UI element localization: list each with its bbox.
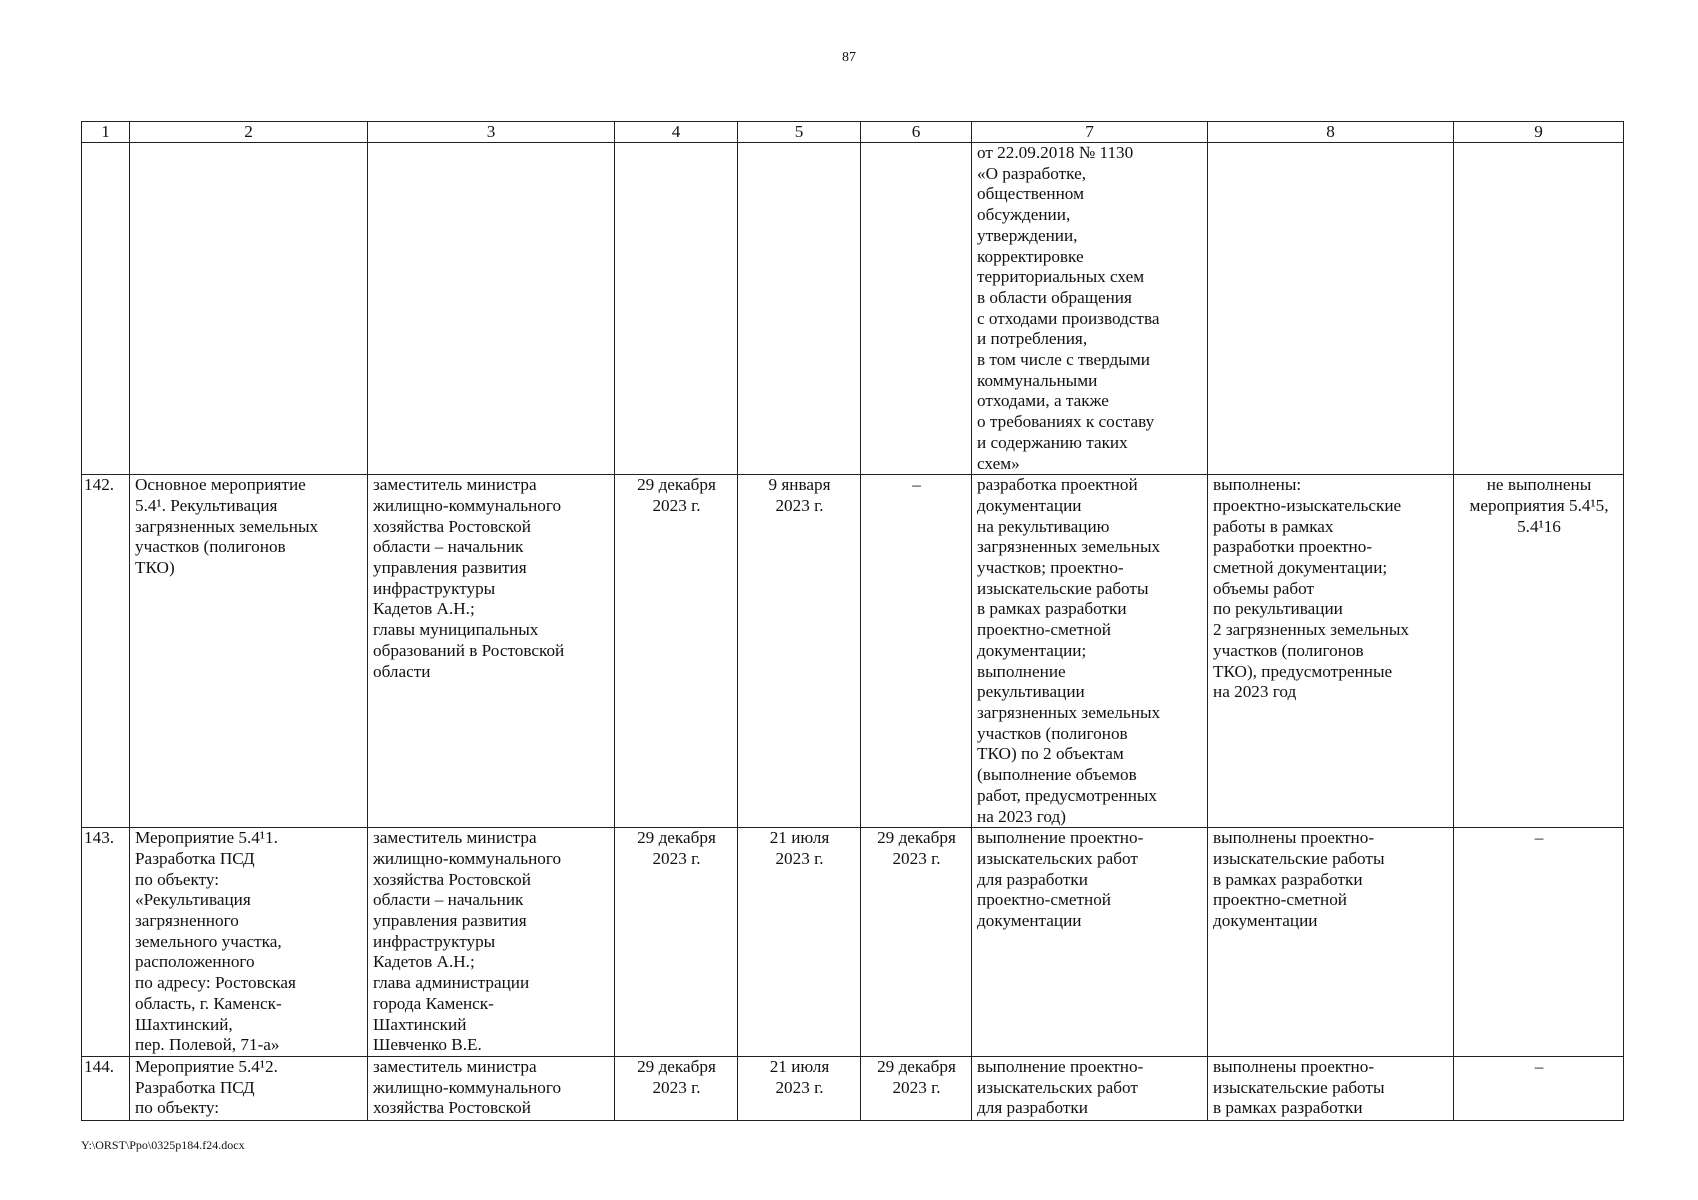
table-row bbox=[82, 475, 1624, 828]
actual-result-cell: выполнены проектно- изыскательские работы в рамках разработки проектно-сметной документации bbox=[1208, 828, 1454, 1057]
column-header: 9 bbox=[1454, 122, 1624, 143]
column-header: 6 bbox=[861, 122, 972, 143]
responsible-cell: заместитель министра жилищно-коммунального хозяйства Ростовской области – начальник управления развития инфраструктуры Кадетов А.Н.; глава администрации города Каменск- Шахтинский Шевченко В.Е. bbox=[368, 828, 615, 1057]
row-number: 144. bbox=[82, 1056, 130, 1120]
end-date-cell: – bbox=[861, 475, 972, 828]
column-header-row bbox=[82, 122, 1624, 143]
column-header: 4 bbox=[615, 122, 738, 143]
column-header: 2 bbox=[130, 122, 368, 143]
planned-result-cell: от 22.09.2018 № 1130 «О разработке, общественном обсуждении, утверждении, корректировке территориальных схем в области обращения с отходами производства и потребления, в том числе с твердыми коммунальными отходами, а также о требованиях к составу и содержанию таких схем» bbox=[972, 143, 1208, 475]
responsible-cell bbox=[368, 143, 615, 475]
end-date-cell bbox=[861, 143, 972, 475]
planned-date-cell: 29 декабря 2023 г. bbox=[615, 828, 738, 1057]
column-header: 1 bbox=[82, 122, 130, 143]
planned-result-cell: разработка проектной документации на рекультивацию загрязненных земельных участков; проектно- изыскательские работы в рамках разработки проектно-сметной документации; выполнение рекультивации загрязненных земельных участков (полигонов ТКО) по 2 объектам (выполнение объемов работ, предусмотренных на 2023 год) bbox=[972, 475, 1208, 828]
table-row bbox=[82, 1056, 1624, 1120]
note-cell bbox=[1454, 143, 1624, 475]
actual-result-cell: выполнены проектно- изыскательские работы в рамках разработки bbox=[1208, 1056, 1454, 1120]
note-cell: не выполнены мероприятия 5.4¹5, 5.4¹16 bbox=[1454, 475, 1624, 828]
column-header: 5 bbox=[738, 122, 861, 143]
file-path-footer: Y:\ORST\Ppo\0325p184.f24.docx bbox=[81, 1138, 245, 1152]
row-number: 142. bbox=[82, 475, 130, 828]
end-date-cell: 29 декабря 2023 г. bbox=[861, 1056, 972, 1120]
end-date-cell: 29 декабря 2023 г. bbox=[861, 828, 972, 1057]
planned-date-cell: 29 декабря 2023 г. bbox=[615, 1056, 738, 1120]
planned-date-cell: 29 декабря 2023 г. bbox=[615, 475, 738, 828]
note-cell: – bbox=[1454, 828, 1624, 1057]
planned-result-cell: выполнение проектно- изыскательских работ для разработки проектно-сметной документации bbox=[972, 828, 1208, 1057]
row-number bbox=[82, 143, 130, 475]
start-date-cell: 9 января 2023 г. bbox=[738, 475, 861, 828]
report-table bbox=[81, 121, 1624, 1121]
actual-result-cell bbox=[1208, 143, 1454, 475]
note-cell: – bbox=[1454, 1056, 1624, 1120]
responsible-cell: заместитель министра жилищно-коммунального хозяйства Ростовской области – начальник управления развития инфраструктуры Кадетов А.Н.; главы муниципальных образований в Ростовской области bbox=[368, 475, 615, 828]
column-header: 7 bbox=[972, 122, 1208, 143]
event-name-cell: Мероприятие 5.4¹2. Разработка ПСД по объекту: bbox=[130, 1056, 368, 1120]
page-number: 87 bbox=[842, 50, 856, 65]
column-header: 3 bbox=[368, 122, 615, 143]
start-date-cell: 21 июля 2023 г. bbox=[738, 828, 861, 1057]
event-name-cell bbox=[130, 143, 368, 475]
start-date-cell bbox=[738, 143, 861, 475]
planned-date-cell bbox=[615, 143, 738, 475]
event-name-cell: Основное мероприятие 5.4¹. Рекультивация загрязненных земельных участков (полигонов ТКО) bbox=[130, 475, 368, 828]
row-number: 143. bbox=[82, 828, 130, 1057]
table-row bbox=[82, 828, 1624, 1057]
actual-result-cell: выполнены: проектно-изыскательские работы в рамках разработки проектно- сметной документации; объемы работ по рекультивации 2 загрязненных земельных участков (полигонов ТКО), предусмотренные на 2023 год bbox=[1208, 475, 1454, 828]
event-name-cell: Мероприятие 5.4¹1. Разработка ПСД по объекту: «Рекультивация загрязненного земельного участка, расположенного по адресу: Ростовская область, г. Каменск- Шахтинский, пер. Полевой, 71-а» bbox=[130, 828, 368, 1057]
column-header: 8 bbox=[1208, 122, 1454, 143]
planned-result-cell: выполнение проектно- изыскательских работ для разработки bbox=[972, 1056, 1208, 1120]
table-row bbox=[82, 143, 1624, 475]
responsible-cell: заместитель министра жилищно-коммунального хозяйства Ростовской bbox=[368, 1056, 615, 1120]
start-date-cell: 21 июля 2023 г. bbox=[738, 1056, 861, 1120]
